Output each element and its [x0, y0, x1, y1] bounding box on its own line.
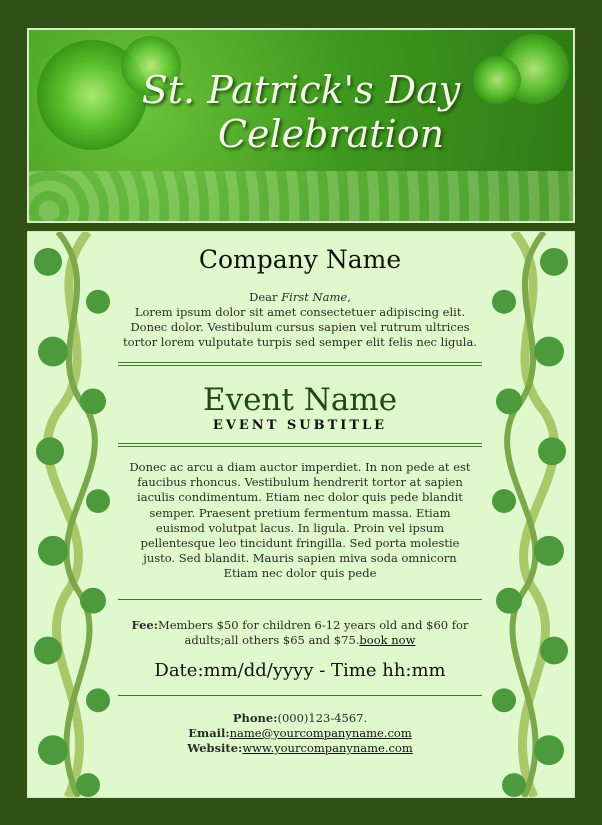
- phone-label: Phone:: [232, 710, 278, 725]
- banner-title-line1: St. Patrick's Day: [141, 68, 461, 112]
- email-link[interactable]: name@yourcompanyname.com: [229, 725, 412, 740]
- greeting-prefix: Dear: [249, 290, 282, 304]
- event-name: Event Name: [202, 382, 398, 418]
- event-datetime: Date:mm/dd/yyyy - Time hh:mm: [154, 659, 446, 681]
- website-label: Website:: [187, 740, 243, 755]
- fee-label: Fee:: [131, 617, 158, 632]
- banner-title-line2: Celebration: [217, 112, 445, 156]
- event-subtitle: EVENT SUBTITLE: [212, 418, 388, 433]
- fee-info: [118, 618, 482, 648]
- book-now-link[interactable]: book now: [359, 632, 416, 647]
- divider: [118, 599, 482, 600]
- header-banner: [27, 28, 575, 223]
- company-name: Company Name: [198, 245, 402, 274]
- left-vine-decoration: [28, 232, 120, 797]
- divider: [118, 695, 482, 696]
- greeting-name: First Name: [281, 290, 348, 304]
- right-vine-decoration: [482, 232, 574, 797]
- shamrock-border-decoration: [29, 171, 573, 221]
- greeting-suffix: ,: [347, 290, 351, 304]
- letter-body: Lorem ipsum dolor sit amet consectetuer adipiscing elit. Donec dolor. Vestibulum cursus sapien vel rutrum ultrices tortor lorem vulputate turpis sed semper elit felis nec ligula.: [123, 305, 477, 349]
- email-label: Email:: [188, 725, 230, 740]
- phone-value: (000)123-4567.: [277, 710, 368, 725]
- content-panel: [27, 231, 575, 798]
- letter: [118, 290, 482, 350]
- contact-info: [118, 711, 482, 756]
- fee-text: Members $50 for children 6-12 years old and $60 for adults;all others $65 and $75.: [157, 617, 469, 647]
- banner-title: [29, 68, 573, 156]
- divider-double: [118, 443, 482, 447]
- website-link[interactable]: www.yourcompanyname.com: [242, 740, 413, 755]
- event-description: Donec ac arcu a diam auctor imperdiet. In non pede at est faucibus rhoncus. Vestibulum hendrerit tortor at sapien iaculis condimentum. Etiam nec dolor quis pede blandit semper. Praesent pretium fermentum massa. Etiam euismod volutpat lacus. In ligula. Proin vel ipsum pellentesque leo tincidunt fringilla. Sed porta molestie justo. Sed blandit. Mauris sapien miva soda omnicorn Etiam nec dolor quis pede: [129, 460, 471, 581]
- divider-double: [118, 362, 482, 366]
- main-content: [118, 232, 482, 756]
